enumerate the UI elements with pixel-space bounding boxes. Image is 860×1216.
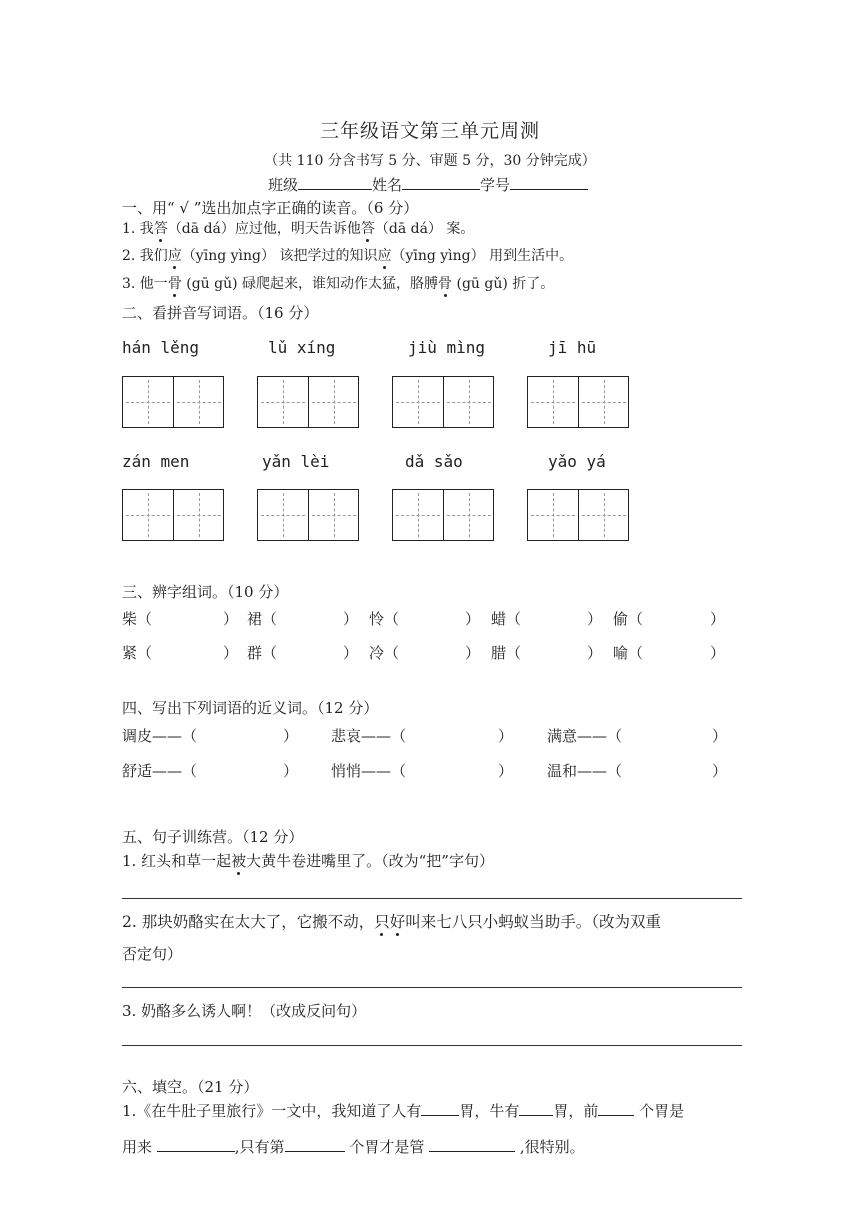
section-6-heading: 六、填空。（21 分） bbox=[122, 1078, 259, 1096]
s3-close: ） bbox=[343, 644, 359, 662]
writing-grid[interactable] bbox=[527, 489, 629, 541]
s1-q3-text-b: (gū gǔ) 碌爬起来，谁知动作太猛，胳膊 bbox=[181, 276, 439, 292]
s3-item: 喻（ bbox=[613, 644, 644, 662]
s3-close: ） bbox=[343, 610, 359, 628]
s6-q1-text-a: 1.《在牛肚子里旅行》一文中，我知道了人有 bbox=[122, 1102, 422, 1120]
writing-grid[interactable] bbox=[392, 376, 494, 428]
s5-q2-text-b: 叫来七八只小蚂蚁当助手。（改为双重 bbox=[405, 913, 662, 931]
s3-item: 紧（ bbox=[122, 644, 153, 662]
name-label: 姓名 bbox=[372, 176, 403, 194]
s4-item: 悄悄——（ bbox=[331, 762, 407, 780]
s3-item: 群（ bbox=[247, 644, 278, 662]
page-title: 三年级语文第三单元周测 bbox=[319, 120, 540, 142]
s5-question-3: 3. 奶酪多么诱人啊！（改成反问句） bbox=[122, 1002, 367, 1020]
answer-line[interactable] bbox=[122, 987, 742, 988]
s1-q2-text-c: （yīng yìng） 用到生活中。 bbox=[391, 248, 574, 264]
fill-blank[interactable] bbox=[421, 1101, 459, 1116]
s3-item: 柴（ bbox=[122, 610, 153, 628]
s6-q1-text-h: ,很特别。 bbox=[515, 1138, 585, 1156]
s1-q1-dotted-char: 答 bbox=[153, 221, 168, 237]
s5-q1-text-b: 大黄牛卷进嘴里了。（改为“把”字句） bbox=[246, 852, 494, 870]
s4-item: 舒适——（ bbox=[122, 762, 198, 780]
writing-grid[interactable] bbox=[257, 376, 359, 428]
s6-q1-text-e: 用来 bbox=[122, 1138, 157, 1156]
writing-grid[interactable] bbox=[122, 376, 224, 428]
pinyin-5: zán men bbox=[122, 452, 190, 471]
s4-item: 温和——（ bbox=[547, 762, 623, 780]
s3-close: ） bbox=[587, 610, 603, 628]
s1-q3-dotted-char-2: 骨 bbox=[438, 276, 453, 292]
s3-close: ） bbox=[710, 610, 726, 628]
s5-q2-dotted-char-2: 好 bbox=[389, 913, 406, 931]
s6-q1-text-c: 胃，前 bbox=[553, 1102, 599, 1120]
section-2-heading: 二、看拼音写词语。（16 分） bbox=[122, 304, 319, 322]
pinyin-1: hán lěng bbox=[122, 338, 200, 357]
s4-close: ） bbox=[712, 762, 728, 780]
s5-q2-dotted-char: 只 bbox=[374, 913, 390, 931]
s3-close: ） bbox=[710, 644, 726, 662]
s6-question-1-line-2 bbox=[122, 1136, 585, 1157]
s1-q3-text-c: (gū gǔ) 折了。 bbox=[452, 276, 555, 292]
s6-q1-text-d: 个胃是 bbox=[634, 1102, 685, 1120]
s1-q2-text-b: （yīng yìng） 该把学过的知识 bbox=[181, 248, 378, 264]
s1-question-1 bbox=[122, 218, 474, 238]
answer-line[interactable] bbox=[122, 898, 742, 899]
s3-item: 怜（ bbox=[369, 610, 400, 628]
s3-item: 偷（ bbox=[613, 610, 644, 628]
s5-question-2 bbox=[122, 910, 661, 932]
section-4-heading: 四、写出下列词语的近义词。（12 分） bbox=[122, 699, 379, 717]
fill-blank[interactable] bbox=[519, 1101, 553, 1116]
s5-q1-dotted-char: 被 bbox=[231, 852, 247, 870]
s1-question-2 bbox=[122, 245, 573, 265]
s3-item: 裙（ bbox=[247, 610, 278, 628]
s5-q2-text-c: 否定句） bbox=[122, 945, 183, 963]
number-label: 学号 bbox=[480, 176, 511, 194]
s3-close: ） bbox=[223, 644, 239, 662]
s3-item: 冷（ bbox=[369, 644, 400, 662]
pinyin-2: lǔ xíng bbox=[268, 338, 336, 357]
pinyin-8: yǎo yá bbox=[548, 452, 606, 471]
s1-q3-text-a: 3. 他一 bbox=[122, 276, 168, 292]
s4-close: ） bbox=[498, 762, 514, 780]
s3-item: 蜡（ bbox=[491, 610, 522, 628]
s3-item: 腊（ bbox=[491, 644, 522, 662]
class-label: 班级 bbox=[268, 176, 299, 194]
s1-q2-dotted-char-2: 应 bbox=[377, 248, 392, 264]
s1-q1-dotted-char-2: 答 bbox=[360, 221, 375, 237]
writing-grid[interactable] bbox=[257, 489, 359, 541]
section-3-heading: 三、辨字组词。（10 分） bbox=[122, 583, 289, 601]
s4-item: 满意——（ bbox=[547, 727, 623, 745]
fill-blank[interactable] bbox=[429, 1137, 515, 1152]
pinyin-7: dǎ sǎo bbox=[405, 452, 463, 471]
s3-close: ） bbox=[465, 644, 481, 662]
writing-grid[interactable] bbox=[392, 489, 494, 541]
section-1-heading: 一、用“ √ ”选出加点字正确的读音。（6 分） bbox=[122, 199, 419, 217]
s1-q1-text-c: （dā dá） 案。 bbox=[374, 221, 475, 237]
s1-q2-dotted-char: 应 bbox=[167, 248, 182, 264]
s4-close: ） bbox=[283, 727, 299, 745]
number-blank[interactable] bbox=[510, 175, 588, 190]
section-5-heading: 五、句子训练营。（12 分） bbox=[122, 828, 304, 846]
s6-q1-text-g: 个胃才是管 bbox=[344, 1138, 430, 1156]
s1-q3-dotted-char: 骨 bbox=[167, 276, 182, 292]
s6-q1-text-b: 胃，牛有 bbox=[459, 1102, 520, 1120]
s1-q1-text-b: （dā dá）应过他，明天告诉他 bbox=[167, 221, 361, 237]
pinyin-6: yǎn lèi bbox=[262, 452, 330, 471]
writing-grid[interactable] bbox=[122, 489, 224, 541]
pinyin-3: jiù mìng bbox=[408, 338, 486, 357]
s6-question-1-line-1 bbox=[122, 1100, 684, 1121]
pinyin-4: jī hū bbox=[548, 338, 597, 357]
s4-item: 调皮——（ bbox=[122, 727, 198, 745]
s4-close: ） bbox=[498, 727, 514, 745]
s3-close: ） bbox=[587, 644, 603, 662]
s1-question-3 bbox=[122, 273, 554, 293]
s1-q2-text-a: 2. 我们 bbox=[122, 248, 168, 264]
s4-close: ） bbox=[283, 762, 299, 780]
student-info-line bbox=[268, 174, 588, 195]
s6-q1-text-f: ,只有第 bbox=[234, 1138, 285, 1156]
s4-close: ） bbox=[712, 727, 728, 745]
writing-grid[interactable] bbox=[527, 376, 629, 428]
page-subtitle: （共 110 分含书写 5 分、审题 5 分，30 分钟完成） bbox=[264, 153, 596, 169]
s5-question-1 bbox=[122, 850, 494, 871]
fill-blank[interactable] bbox=[157, 1137, 235, 1152]
s4-item: 悲哀——（ bbox=[331, 727, 407, 745]
s5-q2-text-a: 2. 那块奶酪实在太大了，它搬不动， bbox=[122, 913, 375, 931]
s1-q1-text-a: 1. 我 bbox=[122, 221, 154, 237]
class-blank[interactable] bbox=[298, 175, 372, 190]
s3-close: ） bbox=[465, 610, 481, 628]
answer-line[interactable] bbox=[122, 1045, 742, 1046]
name-blank[interactable] bbox=[402, 175, 480, 190]
s5-q1-text-a: 1. 红头和草一起 bbox=[122, 852, 232, 870]
fill-blank[interactable] bbox=[285, 1137, 345, 1152]
s3-close: ） bbox=[223, 610, 239, 628]
fill-blank[interactable] bbox=[598, 1101, 634, 1116]
